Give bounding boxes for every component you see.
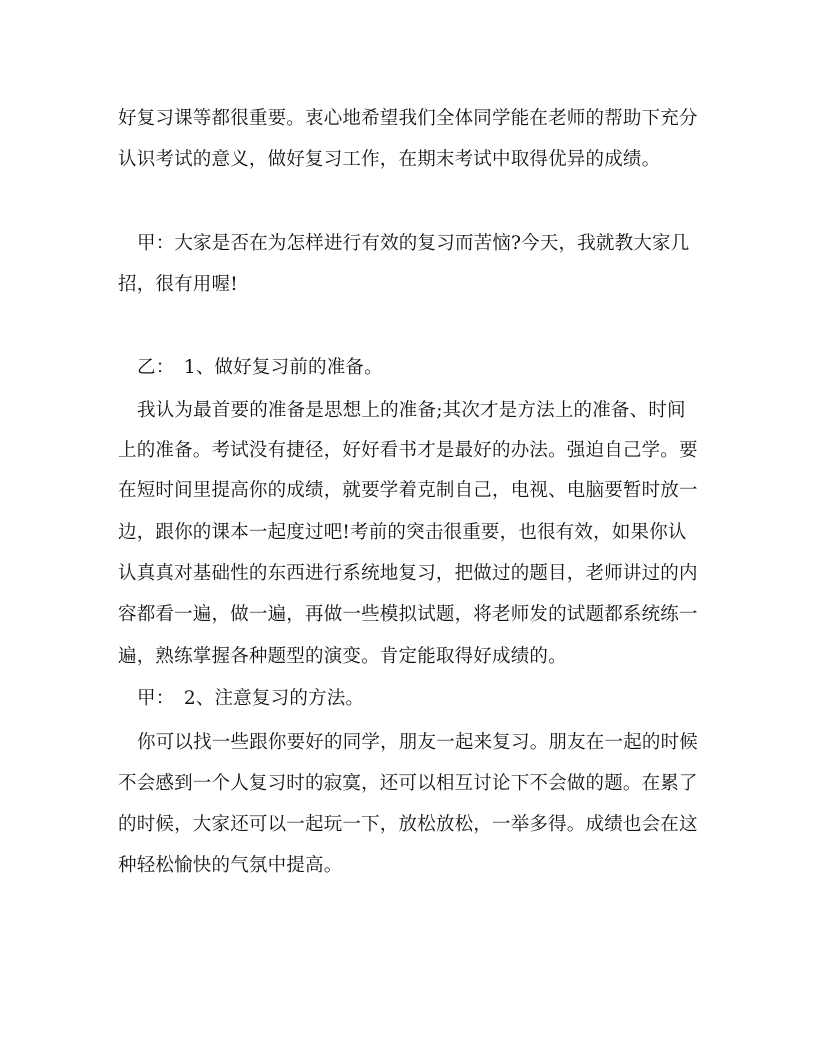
paragraph-line: 乙： 1、做好复习前的准备。	[137, 357, 383, 378]
paragraph-line: 好复习课等都很重要。衷心地希望我们全体同学能在老师的帮助下充分	[118, 108, 698, 129]
paragraph-line: 边，跟你的课本一起度过吧!考前的突击很重要，也很有效，如果你认	[118, 522, 687, 543]
paragraph-line: 遍，熟练掌握各种题型的演变。肯定能取得好成绩的。	[118, 646, 567, 667]
paragraph-line: 甲： 2、注意复习的方法。	[137, 688, 365, 709]
paragraph-line: 招，很有用喔!	[118, 274, 238, 295]
paragraph-line: 认识考试的意义，做好复习工作，在期末考试中取得优异的成绩。	[118, 149, 661, 170]
paragraph-line: 容都看一遍，做一遍，再做一些模拟试题，将老师发的试题都系统练一	[118, 604, 698, 625]
paragraph-line: 我认为最首要的准备是思想上的准备;其次才是方法上的准备、时间	[137, 400, 686, 421]
paragraph-line: 不会感到一个人复习时的寂寞，还可以相互讨论下不会做的题。在累了	[118, 773, 698, 794]
paragraph-line: 甲：大家是否在为怎样进行有效的复习而苦恼?今天，我就教大家几	[137, 233, 690, 254]
paragraph-line: 你可以找一些跟你要好的同学，朋友一起来复习。朋友在一起的时候	[137, 732, 699, 753]
paragraph-line: 在短时间里提高你的成绩，就要学着克制自己，电视、电脑要暂时放一	[118, 480, 698, 501]
paragraph-line: 的时候，大家还可以一起玩一下，放松放松，一举多得。成绩也会在这	[118, 814, 698, 835]
paragraph-line: 认真真对基础性的东西进行系统地复习，把做过的题目，老师讲过的内	[118, 563, 698, 584]
paragraph-line: 上的准备。考试没有捷径，好好看书才是最好的办法。强迫自己学。要	[118, 440, 698, 461]
paragraph-line: 种轻松愉快的气氛中提高。	[118, 855, 343, 876]
